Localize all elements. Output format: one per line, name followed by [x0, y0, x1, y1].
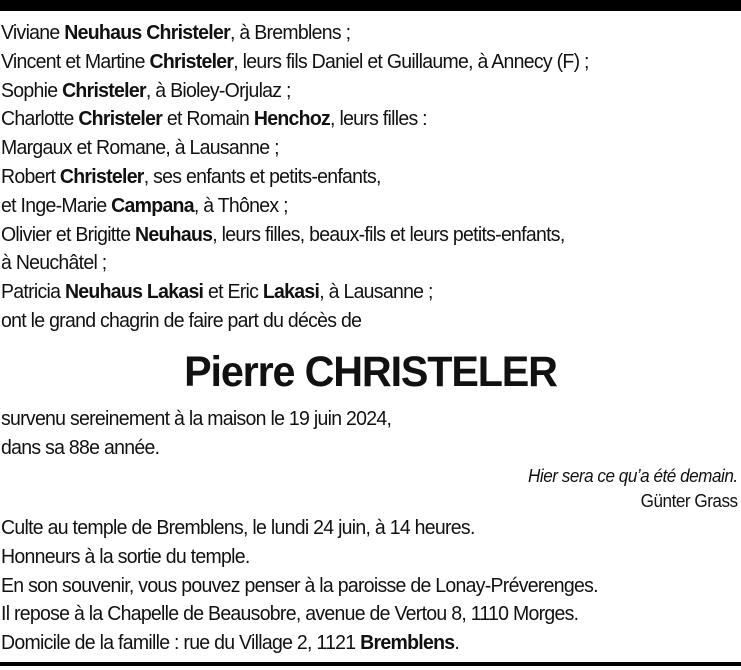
text-line	[1, 134, 703, 163]
text-line	[1, 77, 703, 106]
text-run: Vincent et Martine	[1, 49, 150, 73]
text-run: , à Thônex ;	[193, 193, 288, 217]
text-run: , ses enfants et petits-enfants,	[143, 164, 381, 188]
text-run: , leurs fils Daniel et Guillaume, à Annecy (F) ;	[233, 49, 589, 73]
text-run: Charlotte	[1, 107, 79, 131]
deceased-name: Pierre CHRISTELER	[184, 348, 557, 396]
text-run: Margaux et Romane, à Lausanne ;	[1, 136, 279, 160]
text-line	[1, 192, 703, 221]
text-line	[1, 307, 703, 336]
death-details	[1, 405, 740, 463]
text-line	[1, 249, 703, 278]
text-run: survenu sereinement à la maison le 19 juin 2024,	[1, 407, 392, 430]
bold-name: Neuhaus Lakasi	[64, 280, 204, 304]
text-line	[1, 629, 703, 658]
text-run: , à Lausanne ;	[319, 280, 433, 304]
text-run: ont le grand chagrin de faire part du décès de	[1, 308, 362, 332]
top-rule	[0, 0, 741, 11]
bold-name: Neuhaus Christeler	[64, 21, 230, 44]
text-run: Robert	[1, 164, 60, 188]
text-line	[1, 278, 703, 307]
text-line	[1, 405, 703, 434]
text-run: à Neuchâtel ;	[1, 251, 107, 275]
bottom-rule	[0, 662, 741, 666]
text-run: En son souvenir, vous pouvez penser à la paroisse de Lonay-Préverenges.	[1, 573, 598, 597]
quote-text: Hier sera ce qu’a été demain.	[528, 466, 738, 486]
text-line	[1, 163, 703, 192]
quote-block	[517, 464, 738, 514]
quote-author: Günter Grass	[641, 491, 738, 511]
bold-name: Campana	[111, 193, 194, 217]
bold-name: Henchoz	[253, 107, 331, 131]
text-line	[1, 105, 703, 134]
text-run: Olivier et Brigitte	[1, 222, 136, 246]
bold-name: Lakasi	[262, 280, 320, 304]
text-run: Honneurs à la sortie du temple.	[1, 544, 250, 568]
text-run: et Inge-Marie	[1, 193, 112, 217]
bold-name: Neuhaus	[135, 222, 213, 246]
text-run: Culte au temple de Bremblens, le lundi 24 juin, à 14 heures.	[1, 516, 475, 539]
text-run: Patricia	[1, 280, 65, 304]
bold-name: Christeler	[78, 107, 163, 131]
text-line	[1, 19, 703, 48]
text-run: et Eric	[203, 280, 263, 304]
text-line	[1, 48, 703, 77]
text-run: Sophie	[1, 78, 63, 102]
text-run: , leurs filles :	[330, 107, 427, 131]
text-run: , à Bioley-Orjulaz ;	[145, 78, 291, 102]
text-line	[1, 600, 703, 629]
text-line	[1, 572, 703, 601]
bold-name: Christeler	[59, 164, 144, 188]
text-run: dans sa 88e année.	[1, 435, 160, 459]
text-line	[1, 543, 703, 572]
text-line	[1, 514, 703, 543]
text-run: .	[454, 631, 460, 655]
bold-name: Bremblens	[360, 631, 455, 655]
text-run: , à Bremblens ;	[229, 21, 351, 44]
text-run: Viviane	[1, 21, 65, 44]
text-line	[1, 221, 703, 250]
ceremony-info	[1, 514, 740, 658]
text-run: et Romain	[162, 107, 254, 131]
text-run: , leurs filles, beaux-fils et leurs petits-enfants,	[212, 222, 565, 246]
bold-name: Christeler	[149, 49, 234, 73]
family-list	[1, 19, 740, 336]
text-line	[1, 434, 703, 463]
text-run: Il repose à la Chapelle de Beausobre, avenue de Vertou 8, 1110 Morges.	[1, 602, 579, 626]
text-run: Domicile de la famille : rue du Village 2, 1121	[1, 631, 361, 655]
bold-name: Christeler	[62, 78, 146, 102]
